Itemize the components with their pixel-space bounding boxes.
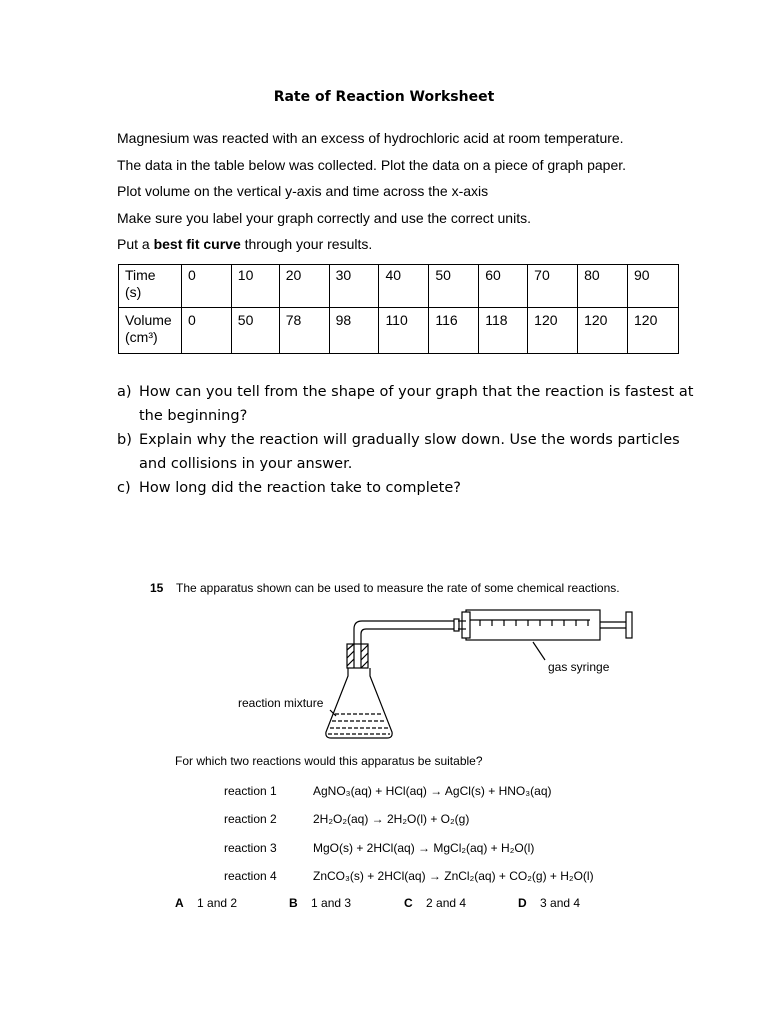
table-cell: 120 [628, 308, 679, 354]
reaction-name: reaction 4 [224, 869, 277, 883]
question-a-label: a) [117, 384, 132, 400]
time-header-cell [119, 265, 182, 308]
table-cell: 110 [379, 308, 429, 354]
question-15-text: The apparatus shown can be used to measure the rate of some chemical reactions. [176, 581, 620, 595]
answer-text: 2 and 4 [426, 896, 467, 910]
reaction-equation: ZnCO₃(s) + 2HCl(aq) → ZnCl₂(aq) + CO₂(g) + H₂O(l) [313, 869, 594, 883]
intro-instructions [117, 130, 626, 263]
syringe-barrel [466, 610, 600, 640]
answer-text: 3 and 4 [540, 896, 581, 910]
table-cell: 80 [578, 265, 628, 308]
table-cell: 50 [429, 265, 479, 308]
table-cell: 116 [429, 308, 479, 354]
volume-unit: (cm³) [125, 329, 158, 345]
table-cell: 20 [279, 265, 329, 308]
reaction-name: reaction 1 [224, 784, 277, 798]
time-row [119, 265, 679, 308]
question-b-text: Explain why the reaction will gradually slow down. Use the words particles and collisions in your answer. [139, 432, 680, 472]
table-cell: 40 [379, 265, 429, 308]
question-c-label: c) [117, 480, 131, 496]
time-unit: (s) [125, 284, 142, 300]
reaction-name: reaction 2 [224, 812, 277, 826]
question-15-stem [150, 581, 620, 595]
table-cell: 118 [479, 308, 528, 354]
table-cell: 120 [528, 308, 578, 354]
answer-option-a [175, 896, 237, 910]
answer-option-c [404, 896, 466, 910]
results-table [118, 264, 679, 354]
table-cell: 98 [329, 308, 379, 354]
table-cell: 30 [329, 265, 379, 308]
table-cell: 90 [628, 265, 679, 308]
answer-letter: A [175, 896, 184, 910]
volume-row [119, 308, 679, 354]
gas-syringe-label: gas syringe [548, 660, 610, 674]
table-cell: 0 [181, 308, 231, 354]
table-cell: 50 [231, 308, 279, 354]
reaction-equation: 2H₂O₂(aq) → 2H₂O(l) + O₂(g) [313, 812, 470, 826]
answer-text: 1 and 2 [197, 896, 238, 910]
syringe-plunger-handle [626, 612, 632, 638]
answer-option-b [289, 896, 351, 910]
page-title: Rate of Reaction Worksheet [273, 89, 495, 105]
question-a-text: How can you tell from the shape of your graph that the reaction is fastest at the beginning? [139, 384, 694, 424]
table-cell: 10 [231, 265, 279, 308]
intro-line-5 [117, 236, 626, 252]
table-cell: 78 [279, 308, 329, 354]
intro-line-5-post: through your results. [240, 236, 373, 252]
volume-label: Volume [125, 312, 172, 328]
question-c-text: How long did the reaction take to complete? [139, 480, 461, 496]
reaction-name: reaction 3 [224, 841, 277, 855]
syringe-plunger-head [462, 612, 470, 638]
question-b [117, 428, 697, 476]
conical-flask [326, 668, 392, 738]
intro-line-4: Make sure you label your graph correctly and use the correct units. [117, 209, 531, 226]
table-cell: 60 [479, 265, 528, 308]
apparatus-diagram [230, 600, 640, 750]
question-15-number: 15 [150, 581, 164, 595]
intro-line-5-pre: Put a [117, 236, 154, 252]
question-b-label: b) [117, 432, 132, 448]
question-c [117, 476, 697, 500]
answer-option-d [518, 896, 580, 910]
intro-line-3: Plot volume on the vertical y-axis and time across the x-axis [117, 183, 489, 199]
answer-text: 1 and 3 [311, 896, 352, 910]
intro-line-1: Magnesium was reacted with an excess of hydrochloric acid at room temperature. [117, 130, 624, 146]
intro-line-5-bold: best fit curve [153, 236, 241, 252]
question-a [117, 380, 697, 428]
reaction-equation: MgO(s) + 2HCl(aq) → MgCl₂(aq) + H₂O(l) [313, 841, 535, 855]
question-list [117, 380, 697, 500]
answer-letter: D [518, 896, 527, 910]
answer-letter: B [289, 896, 298, 910]
question-15-prompt: For which two reactions would this apparatus be suitable? [175, 754, 483, 768]
table-cell: 120 [578, 308, 628, 354]
delivery-tube [354, 621, 454, 668]
intro-line-2: The data in the table below was collected. Plot the data on a piece of graph paper. [117, 156, 627, 173]
table-cell: 70 [528, 265, 578, 308]
answer-letter: C [404, 896, 413, 910]
volume-header-cell [119, 308, 182, 354]
reaction-equation: AgNO₃(aq) + HCl(aq) → AgCl(s) + HNO₃(aq) [313, 784, 552, 798]
time-label: Time [125, 267, 156, 283]
reaction-mixture-label: reaction mixture [238, 696, 324, 710]
table-cell: 0 [181, 265, 231, 308]
